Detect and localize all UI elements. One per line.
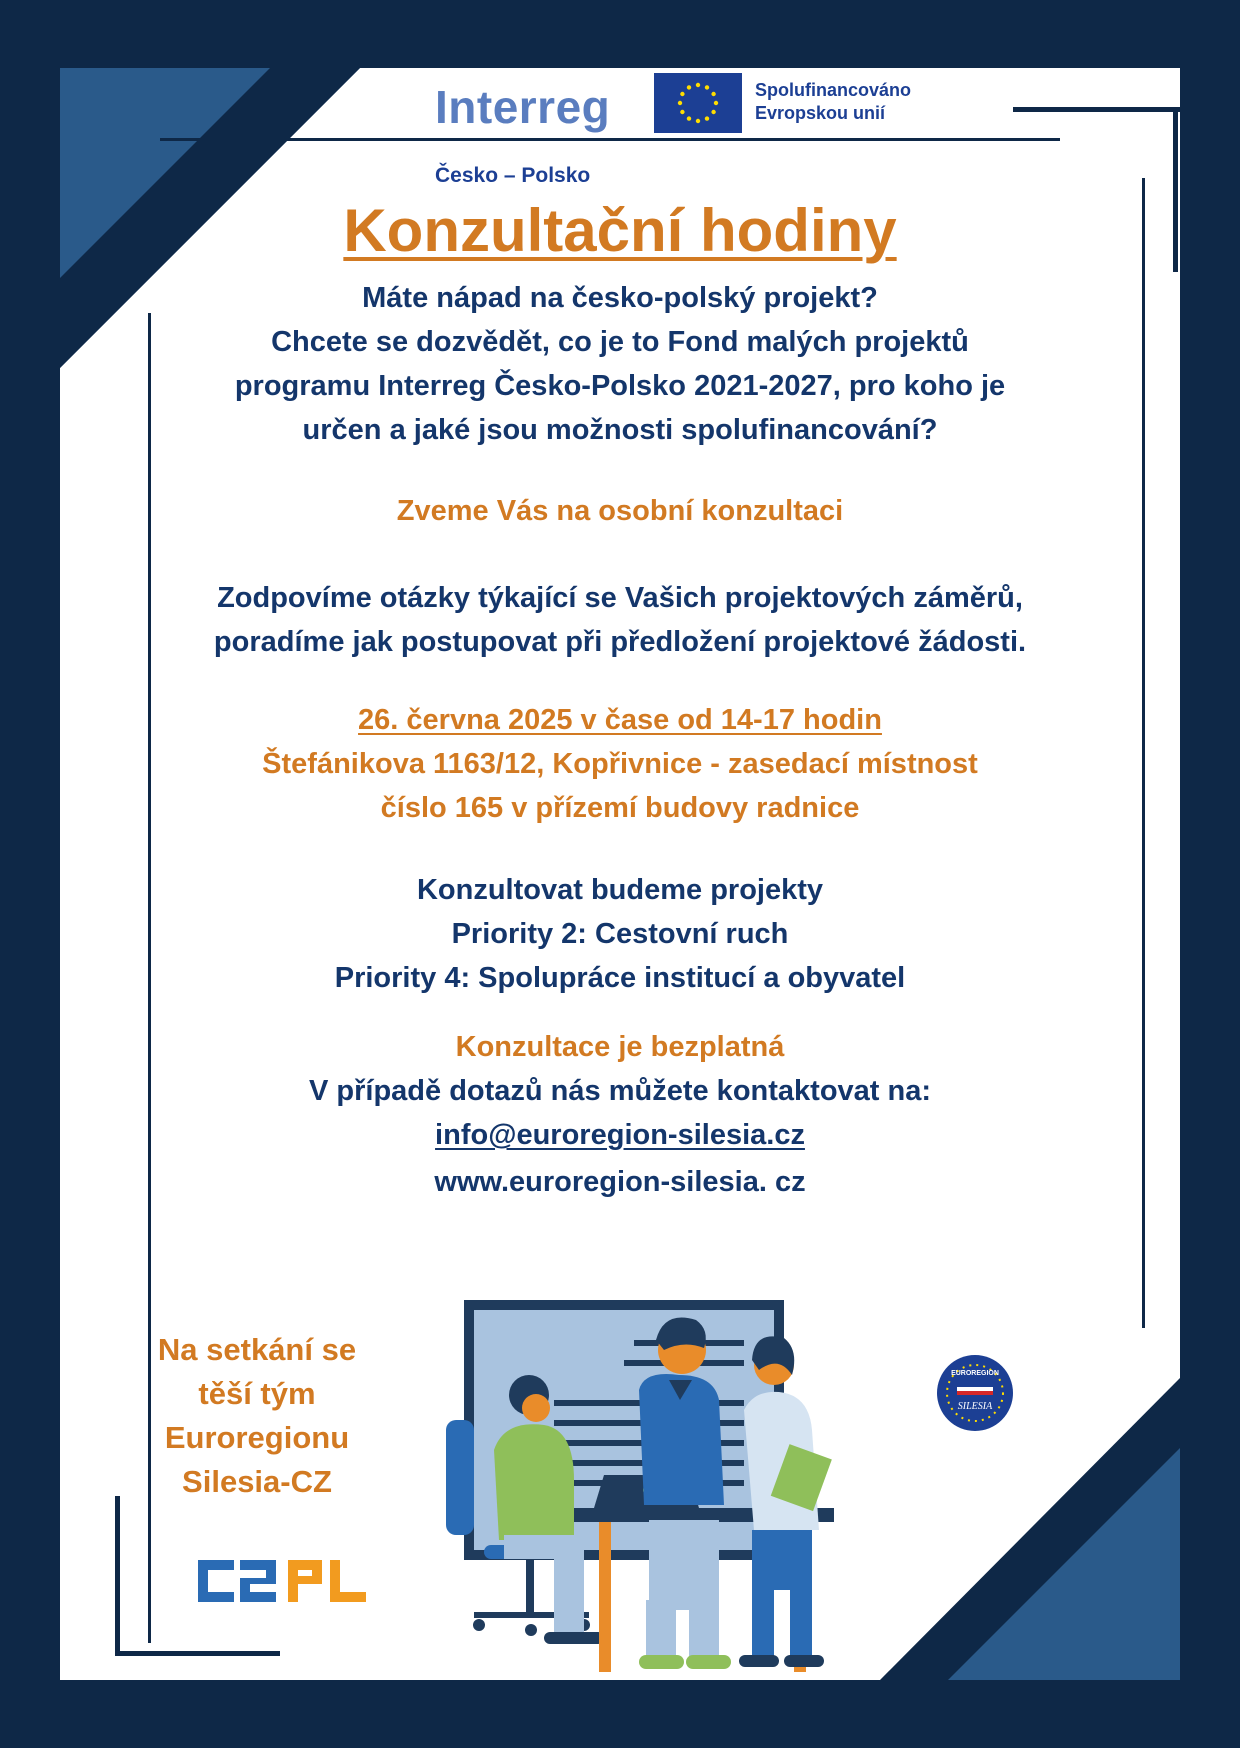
page-title-text: Konzultační hodiny xyxy=(343,197,897,264)
team-line: Silesia-CZ xyxy=(182,1464,332,1499)
page-title xyxy=(60,196,1180,265)
team-line: Euroregionu xyxy=(164,1420,350,1455)
contact-intro: V případě dotazů nás můžete kontaktovat na: xyxy=(309,1075,931,1107)
badge-top-text: EUROREGION xyxy=(951,1370,999,1377)
answers-line: poradíme jak postupovat při předložení projektové žádosti. xyxy=(213,626,1027,658)
euroregion-silesia-badge xyxy=(935,1353,1015,1433)
intro-line: určen a jaké jsou možnosti spolufinancování? xyxy=(302,414,938,446)
website-link[interactable]: www.euroregion-silesia. cz xyxy=(434,1166,806,1198)
frame-accent-bottom-left xyxy=(115,1496,120,1656)
team-text xyxy=(157,1328,357,1504)
team-line: Na setkání se xyxy=(157,1332,357,1367)
intro-line: programu Interreg Česko-Polsko 2021-2027, pro koho je xyxy=(234,370,1006,402)
event-block xyxy=(60,698,1180,830)
corner-triangle-bottom-right xyxy=(880,1378,1180,1680)
website-line xyxy=(60,1160,1180,1204)
contact-email-link[interactable]: info@euroregion-silesia.cz xyxy=(435,1119,805,1151)
cz-pl-logo xyxy=(198,1558,368,1606)
team-line: těší tým xyxy=(198,1376,316,1411)
team-meeting-illustration xyxy=(434,1300,914,1680)
interreg-logo: Interreg xyxy=(435,81,611,133)
eu-label-line2: Evropskou unií xyxy=(755,103,886,123)
frame-accent-top-right xyxy=(1013,107,1180,112)
event-date: 26. června 2025 v čase od 14-17 hodin xyxy=(358,704,882,736)
poster-sheet xyxy=(60,68,1180,1680)
intro-block xyxy=(60,276,1180,452)
event-address-line: Štefánikova 1163/12, Kopřivnice - zasedací místnost xyxy=(262,748,978,780)
frame-line-top xyxy=(160,138,1060,141)
answers-line: Zodpovíme otázky týkající se Vašich projektových záměrů, xyxy=(217,582,1023,614)
invite-text xyxy=(60,489,1180,533)
intro-line: Chcete se dozvědět, co je to Fond malých projektů xyxy=(271,326,969,358)
free-note: Konzultace je bezplatná xyxy=(455,1031,785,1063)
event-address-line: číslo 165 v přízemí budovy radnice xyxy=(380,792,860,824)
answers-block xyxy=(60,576,1180,664)
invite-line: Zveme Vás na osobní konzultaci xyxy=(396,495,844,527)
priorities-heading: Konzultovat budeme projekty xyxy=(416,874,824,906)
contact-block xyxy=(60,1025,1180,1157)
intro-line: Máte nápad na česko-polský projekt? xyxy=(362,282,878,314)
priorities-block xyxy=(60,868,1180,1000)
eu-cofinancing-label xyxy=(755,79,911,125)
priority-item: Priority 2: Cestovní ruch xyxy=(451,918,789,950)
interreg-subtitle: Česko – Polsko xyxy=(435,164,591,187)
frame-accent-bottom xyxy=(115,1651,280,1656)
eu-flag-icon xyxy=(654,73,742,133)
priority-item: Priority 4: Spolupráce institucí a obyvatel xyxy=(334,962,906,994)
eu-label-line1: Spolufinancováno xyxy=(755,80,912,100)
badge-name-text: SILESIA xyxy=(957,1401,993,1412)
